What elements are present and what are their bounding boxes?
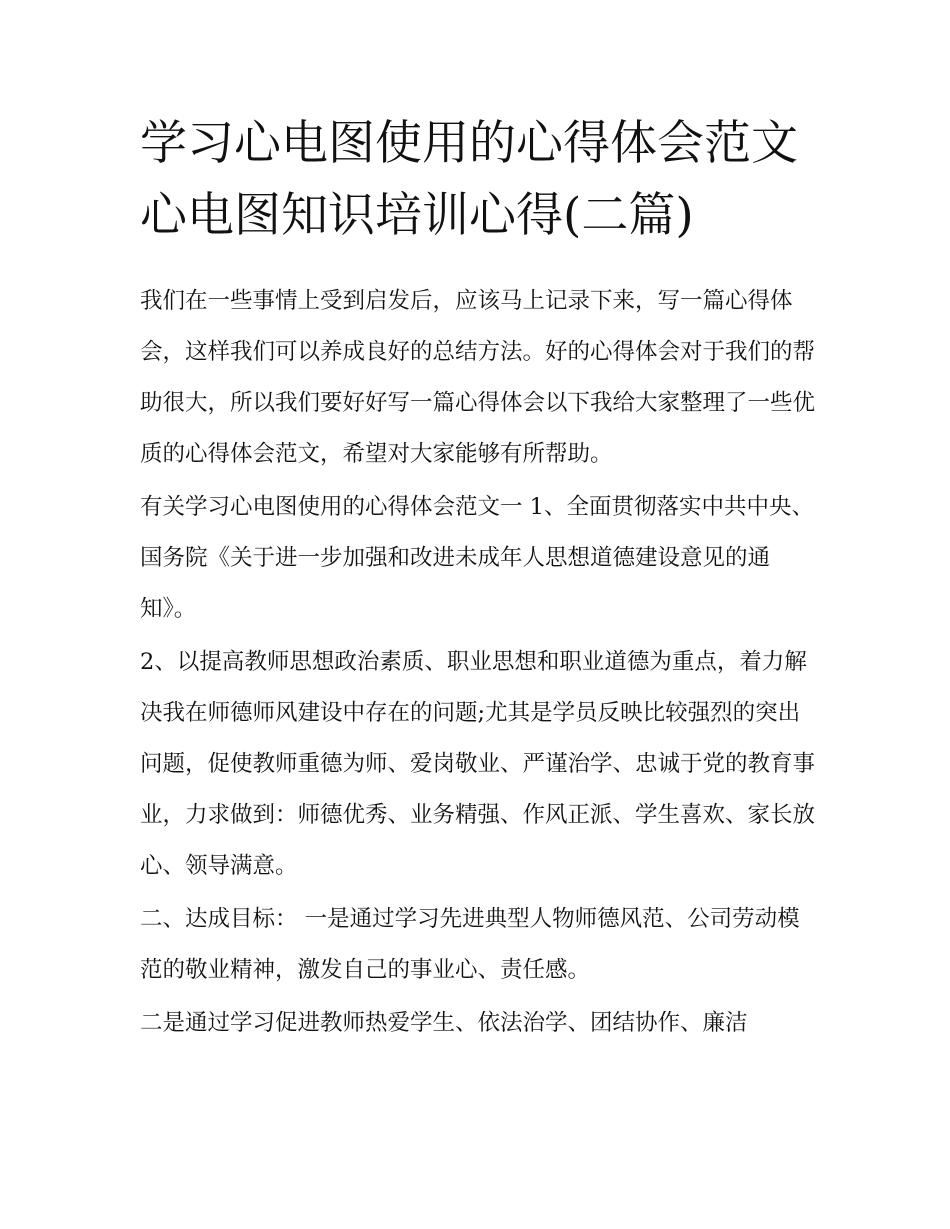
paragraph-goals: 二、达成目标： 一是通过学习先进典型人物师德风范、公司劳动模范的敬业精神，激发自己的事业心、责任感。 [140,906,800,983]
paragraph-goals-second: 二是通过学习促进教师热爱学生、依法治学、团结协作、廉洁 [140,1010,748,1036]
paragraph-section-one: 有关学习心电图使用的心得体会范文一 1、全面贯彻落实中共中央、国务院《关于进一步加强和改进未成年人思想道德建设意见的通知》。 [140,494,814,622]
paragraph-intro: 我们在一些事情上受到启发后，应该马上记录下来，写一篇心得体会，这样我们可以养成良好的总结方法。好的心得体会对于我们的帮助很大，所以我们要好好写一篇心得体会以下我给大家整理了一些优质的心得体会范文，希望对大家能够有所帮助。 [140,288,816,467]
document-title: 学习心电图使用的心得体会范文 心电图知识培训心得(二篇) [140,116,798,243]
paragraph-point-two: 2、以提高教师思想政治素质、职业思想和职业道德为重点，着力解决我在师德师风建设中存在的问题;尤其是学员反映比较强烈的突出问题，促使教师重德为师、爱岗敬业、严谨治学、忠诚于党的教育事业，力求做到：师德优秀、业务精强、作风正派、学生喜欢、家长放心、领导满意。 [140,649,816,879]
document-body [140,276,820,1049]
